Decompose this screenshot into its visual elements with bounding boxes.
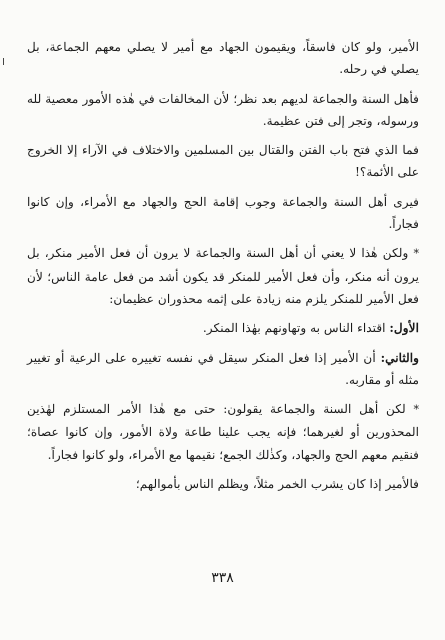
paragraph-7	[27, 347, 419, 392]
page-number: ٣٣٨	[211, 570, 234, 586]
paragraph-1	[27, 36, 419, 81]
point-label: والثاني:	[380, 350, 420, 365]
paragraph-4	[27, 191, 419, 236]
paragraph-text: فالأمير إذا كان يشرب الخمر مثلاً، ويظلم الناس بأموالهم؛	[135, 477, 419, 492]
paragraph-8	[27, 398, 419, 466]
paragraph-text: فما الذي فتح باب الفتن والقتال بين المسلمين والاختلاف في الآراء إلا الخروج على الأئمة؟!	[27, 143, 419, 180]
body-text	[27, 36, 419, 502]
paragraph-text: لكن أهل السنة والجماعة يقولون: حتى مع هٰذا الأمر المستلزم لهٰذين المحذورين أو لغيرهما؛ فإنه يجب علينا طاعة ولاة الأمور، وإن كانوا عصاة؛ فنقيم معهم الحج والجهاد، وكذٰلك الجمع؛ نقيمها مع الأمراء، ولو كانوا فجاراً.	[27, 402, 419, 462]
star-marker-icon: *	[413, 247, 419, 261]
paragraph-2	[27, 88, 419, 133]
paragraph-text: ولكن هٰذا لا يعني أن أهل السنة والجماعة لا يرون أن فعل الأمير منكر، بل يرون أنه منكر، وأن فعل الأمير للمنكر قد يكون أشد من فعل عامة الناس؛ لأن فعل الأمير للمنكر يلزم منه زيادة على إثمه محذوران عظيمان:	[27, 246, 419, 306]
paragraph-9	[27, 473, 419, 495]
paragraph-6	[27, 317, 419, 339]
page-edge-mark	[3, 58, 4, 65]
paragraph-text: الأمير، ولو كان فاسقاً، ويقيمون الجهاد مع أمير لا يصلي معهم الجماعة، بل يصلي في رحله.	[27, 40, 419, 77]
paragraph-5	[27, 242, 419, 310]
paragraph-text: اقتداء الناس به وتهاونهم بهٰذا المنكر.	[202, 321, 386, 336]
paragraph-text: أن الأمير إذا فعل المنكر سيقل في نفسه تغييره على الرعية أو تغيير مثله أو مقاربه.	[27, 350, 419, 387]
paragraph-3	[27, 139, 419, 184]
paragraph-text: فيرى أهل السنة والجماعة وجوب إقامة الحج والجهاد مع الأمراء، وإن كانوا فجاراً.	[27, 194, 419, 232]
point-label: الأول:	[389, 321, 419, 336]
star-marker-icon: *	[413, 403, 420, 417]
paragraph-text: فأهل السنة والجماعة لديهم بعد نظر؛ لأن المخالفات في هٰذه الأمور معصية لله ورسوله، وتجر إلى فتن عظيمة.	[27, 91, 419, 128]
